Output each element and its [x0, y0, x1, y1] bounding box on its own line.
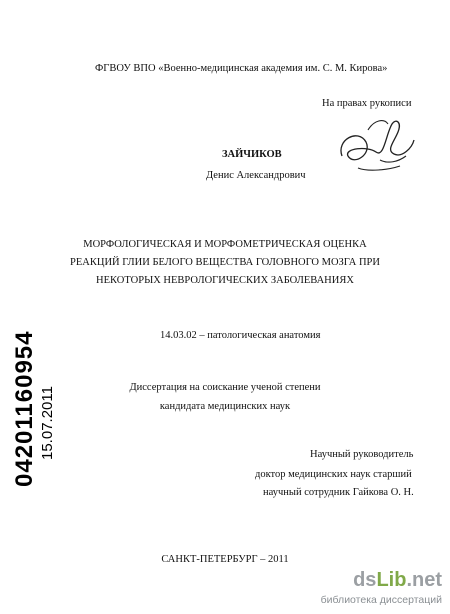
dissertation-title-line: НЕКОТОРЫХ НЕВРОЛОГИЧЕСКИХ ЗАБОЛЕВАНИЯХ: [96, 275, 354, 286]
registration-number-stamp: 04201160954: [11, 330, 38, 487]
author-name: Денис Александрович: [206, 170, 306, 181]
supervisor-degree: доктор медицинских наук старший: [255, 469, 412, 480]
handwritten-signature: [328, 110, 418, 175]
watermark: [321, 569, 442, 606]
degree-purpose-line: кандидата медицинских наук: [159, 401, 291, 412]
degree-purpose-line: Диссертация на соискание ученой степени: [129, 382, 321, 393]
author-surname: ЗАЙЧИКОВ: [222, 149, 282, 160]
specialty-code: 14.03.02 – патологическая анатомия: [160, 330, 321, 341]
city-year: САНКТ-ПЕТЕРБУРГ – 2011: [161, 554, 289, 565]
manuscript-rights-note: На правах рукописи: [322, 98, 412, 109]
supervisor-name: научный сотрудник Гайкова О. Н.: [263, 487, 414, 498]
institution-name: ФГВОУ ВПО «Военно-медицинская академия им. С. М. Кирова»: [95, 63, 388, 74]
watermark-logo: dsLib.net: [353, 569, 442, 591]
dissertation-title-line: РЕАКЦИЙ ГЛИИ БЕЛОГО ВЕЩЕСТВА ГОЛОВНОГО МОЗГА ПРИ: [70, 257, 380, 268]
watermark-subtitle: библиотека диссертаций: [320, 594, 442, 606]
dissertation-title-line: МОРФОЛОГИЧЕСКАЯ И МОРФОМЕТРИЧЕСКАЯ ОЦЕНКА: [83, 239, 367, 250]
supervisor-heading: Научный руководитель: [310, 449, 414, 460]
registration-date-stamp: 15.07.2011: [39, 386, 56, 460]
